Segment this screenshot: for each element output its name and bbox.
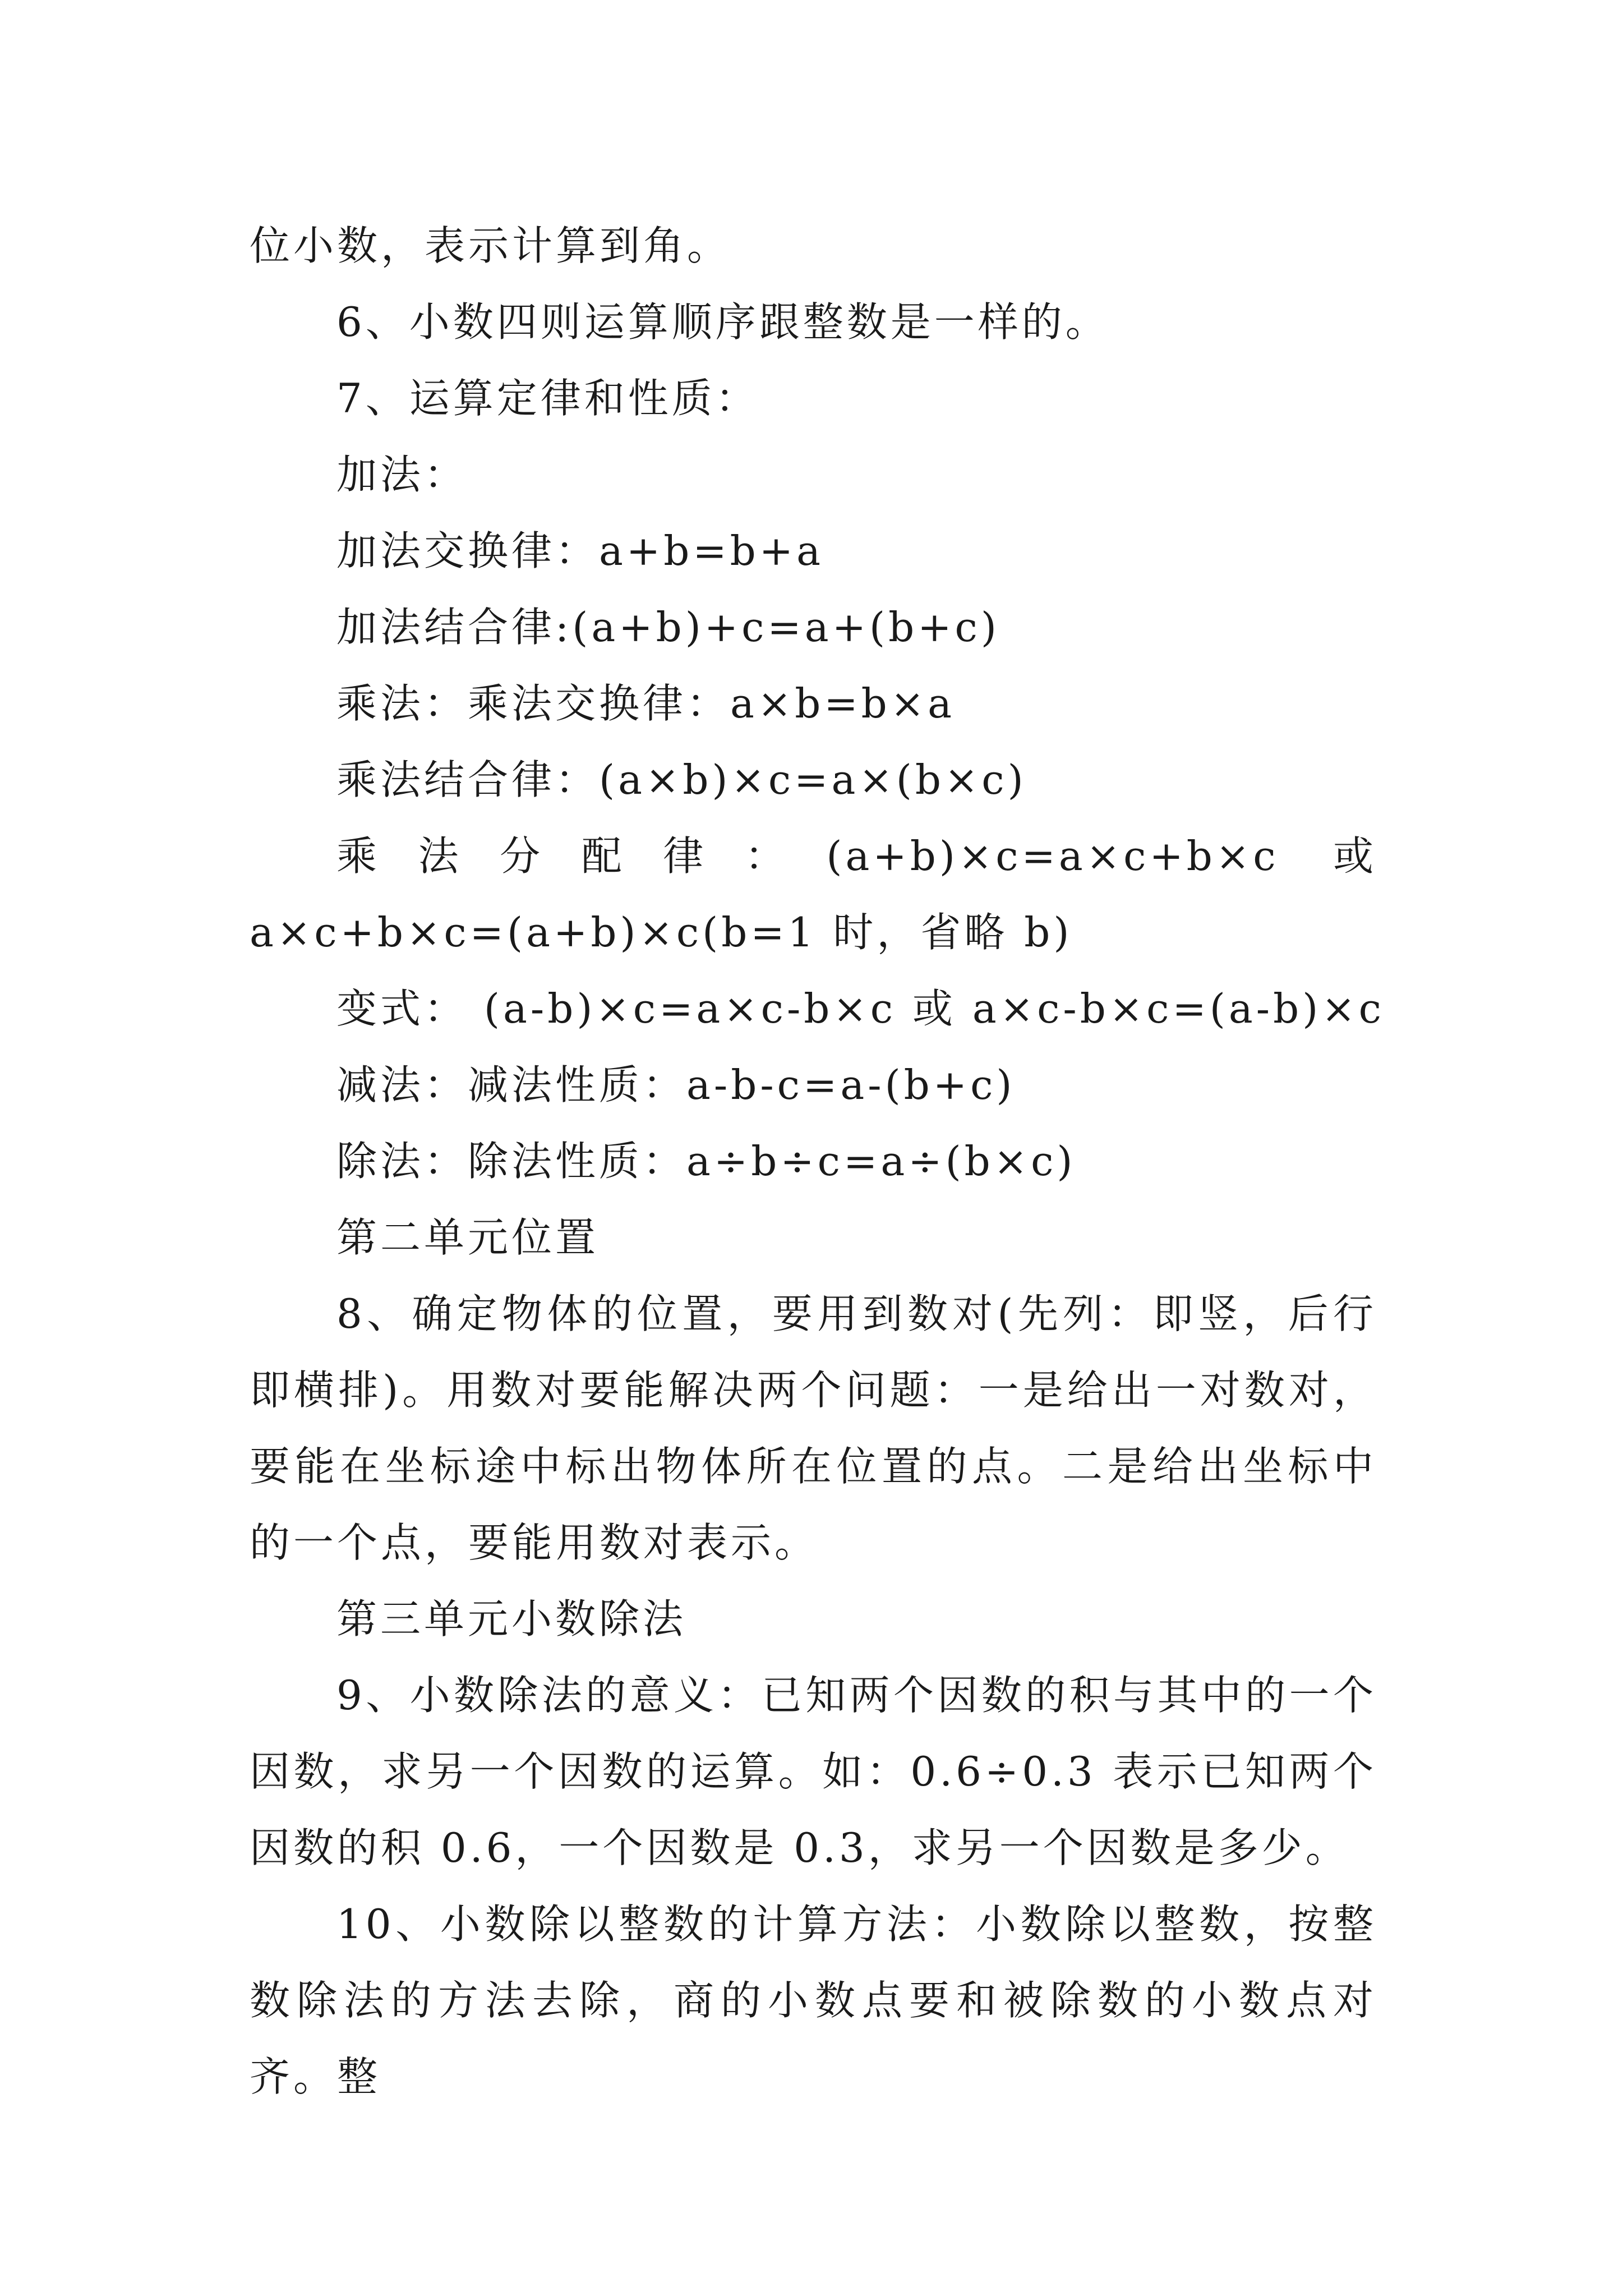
item-7-heading: 7、运算定律和性质：: [336, 375, 759, 422]
text-line-continuation: 位小数，表示计算到角。: [250, 222, 731, 269]
multiplication-distributive-law: 乘法分配律：(a+b)×c=a×c+b×c 或 a×c+b×c=(a+b)×c(b=1 时，省略 b): [250, 832, 1377, 956]
subtraction-property: 减法：减法性质：a-b-c=a-(b+c): [336, 1061, 1016, 1108]
item-6: 6、小数四则运算顺序跟整数是一样的。: [336, 298, 1109, 346]
addition-associative-law: 加法结合律:(a+b)+c=a+(b+c): [336, 604, 1000, 651]
addition-heading: 加法：: [336, 451, 468, 498]
unit-3-heading: 第三单元小数除法: [336, 1595, 687, 1642]
multiplication-commutative-law: 乘法：乘法交换律：a×b=b×a: [336, 680, 956, 727]
multiplication-associative-law: 乘法结合律：(a×b)×c=a×(b×c): [336, 756, 1027, 803]
division-property: 除法：除法性质：a÷b÷c=a÷(b×c): [336, 1138, 1076, 1185]
distributive-variant: 变式： (a-b)×c=a×c-b×c 或 a×c-b×c=(a-b)×c: [336, 985, 1385, 1032]
document-body: [250, 208, 1385, 2115]
item-8-paragraph: 8、确定物体的位置，要用到数对(先列：即竖，后行即横排)。用数对要能解决两个问题：一是给出一对数对，要能在坐标途中标出物体所在位置的点。二是给出坐标中的一个点，要能用数对表示。: [250, 1290, 1377, 1566]
item-10-paragraph: 10、小数除以整数的计算方法：小数除以整数，按整数除法的方法去除，商的小数点要和被除数的小数点对齐。整: [250, 1901, 1377, 2100]
addition-commutative-law: 加法交换律：a+b=b+a: [336, 527, 824, 574]
unit-2-heading: 第二单元位置: [336, 1214, 600, 1261]
item-9-paragraph: 9、小数除法的意义：已知两个因数的积与其中的一个因数，求另一个因数的运算。如：0.6÷0.3 表示已知两个因数的积 0.6，一个因数是 0.3，求另一个因数是多少。: [250, 1672, 1377, 1871]
